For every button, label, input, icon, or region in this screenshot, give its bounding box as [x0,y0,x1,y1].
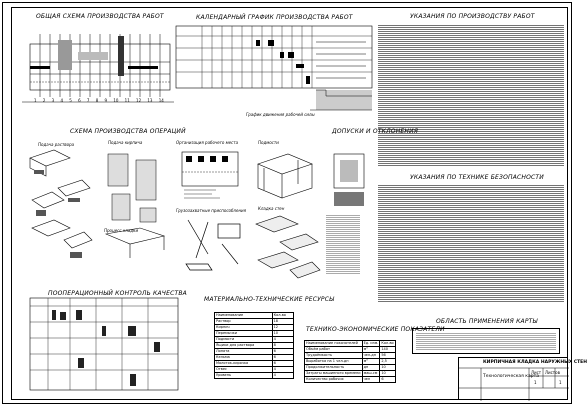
table-cell: Раствор [215,319,273,325]
table-row [215,373,294,379]
table-cell: Затраты машинного времени [306,371,361,375]
table-row [305,377,396,383]
title-block [458,357,587,400]
caption-masonry-process: Процесс кладки [104,228,139,233]
table-cell: 6 [380,377,395,383]
title-block-sheet-label: Лист [531,370,542,375]
table-row [305,371,396,377]
table-cell: Кол-во [272,313,293,319]
table-cell: 56 [380,353,395,359]
application-area-text [416,332,556,350]
table-cell: Лопата [215,349,273,355]
table-cell: Кол-во [381,341,394,345]
table-cell: 8 [272,343,293,349]
table-cell: маш-см [362,371,380,377]
title-block-sheets-total: 1 [559,380,562,385]
caption-brick-supply: Подача кирпича [108,140,143,145]
title-block-sheet-no: 1 [534,380,537,385]
table-cell: чел [362,377,380,383]
title-block-sheets-label: Листов [545,370,560,375]
table-cell: 10 [272,331,293,337]
table-cell: Подмости [215,337,273,343]
table-cell: Молоток-кирочка [215,361,273,367]
table-cell: 10 [380,371,395,377]
axis-number: 13 [147,98,153,103]
axis-numbers [34,98,164,103]
heading-operations-scheme: СХЕМА ПРОИЗВОДСТВА ОПЕРАЦИЙ [70,128,186,135]
axis-number: 4 [60,98,63,103]
caption-workplace-org: Организация рабочего места [176,140,239,145]
table-cell: 6 [272,349,293,355]
title-block-code: КИРПИЧНАЯ КЛАДКА НАРУЖНЫХ СТЕН [483,360,587,365]
axis-number: 7 [86,98,90,103]
operations-sketches-left [24,140,94,270]
title-block-title: Технологическая карта [483,374,540,379]
axis-number: 8 [95,98,99,103]
table-cell: чел-дн [362,353,380,359]
scaffold-sketch [250,148,320,202]
heading-calendar-schedule: КАЛЕНДАРНЫЙ ГРАФИК ПРОИЗВОДСТВА РАБОТ [196,14,353,21]
table-cell: Ящики для раствора [215,343,273,349]
table-cell: Наименование [215,313,273,319]
table-cell: 6 [272,355,293,361]
axis-number: 12 [136,98,142,103]
table-cell: Объём работ [305,347,363,353]
axis-number: 3 [51,98,55,103]
economic-table [304,340,396,383]
tolerances-sketch [330,150,374,210]
table-cell: м³ [362,347,380,353]
caption-lifting-devices: Грузозахватные приспособления [176,208,247,213]
table-cell: 12 [272,325,293,331]
workplace-plan [176,148,246,202]
table-cell: 140 [380,347,395,353]
axis-number: 10 [113,98,119,103]
work-instructions-text [378,24,564,166]
table-cell: Выработка на 1 чел-дн [305,359,363,365]
heading-work-instructions: УКАЗАНИЯ ПО ПРОИЗВОДСТВУ РАБОТ [410,13,535,20]
caption-laying: Кладка стен [258,206,285,211]
table-cell: 6 [272,361,293,367]
heading-safety: УКАЗАНИЯ ПО ТЕХНИКЕ БЕЗОПАСНОСТИ [410,174,544,181]
axis-number: 9 [104,98,108,103]
heading-general-scheme: ОБЩАЯ СХЕМА ПРОИЗВОДСТВА РАБОТ [36,13,164,20]
operations-sketches-middle [100,150,174,270]
table-cell: 10 [380,365,395,371]
heading-tolerances: ДОПУСКИ И ОТКЛОНЕНИЯ [332,128,419,135]
heading-quality-control: ПООПЕРАЦИОННЫЙ КОНТРОЛЬ КАЧЕСТВА [48,290,187,297]
table-cell: Перемычки [215,331,273,337]
table-header [305,341,396,347]
heading-economic-indicators: ТЕХНИКО-ЭКОНОМИЧЕСКИЕ ПОКАЗАТЕЛИ [306,326,445,333]
laying-notes [326,214,360,274]
table-cell: Кельма [215,355,273,361]
table-cell: Количество рабочих [305,377,363,383]
table-cell: Ед. изм. [363,341,379,345]
calendar-schedule-table [176,26,376,118]
caption-mortar-supply: Подача раствора [38,142,75,147]
table-cell: Наименование показателей [305,341,363,347]
axis-number: 2 [42,98,46,103]
heading-material-resources: МАТЕРИАЛЬНО-ТЕХНИЧЕСКИЕ РЕСУРСЫ [204,296,335,303]
axis-number: 14 [158,98,164,103]
heading-application-area: ОБЛАСТЬ ПРИМЕНЕНИЯ КАРТЫ [436,318,538,325]
axis-number: 1 [34,98,37,103]
caption-scaffold: Подмости [258,140,279,145]
table-cell: м³ [362,359,380,365]
table-cell: 2,5 [380,359,395,365]
axis-number: 11 [124,98,130,103]
table-cell: Трудоёмкость [305,353,363,359]
table-cell: Уровень [215,373,273,379]
quality-control-table [30,298,180,394]
table-cell: дн [362,365,380,371]
table-cell: Отвес [215,367,273,373]
axis-number: 6 [78,98,81,103]
application-area-box [412,328,560,354]
table-cell: 4 [272,367,293,373]
table-cell: Кирпич [215,325,273,331]
resources-table [214,312,294,379]
safety-text [378,184,564,302]
caption-workers-graph: График движения рабочей силы [246,112,315,117]
general-scheme-drawing [18,22,178,110]
table-cell: 4 [272,337,293,343]
table-cell: 4 [272,373,293,379]
laying-sketch [250,212,322,286]
table-cell: Продолжительность [305,365,363,371]
table-cell: 18 [272,319,293,325]
lifting-devices-sketch [178,214,248,276]
axis-number: 5 [69,98,72,103]
